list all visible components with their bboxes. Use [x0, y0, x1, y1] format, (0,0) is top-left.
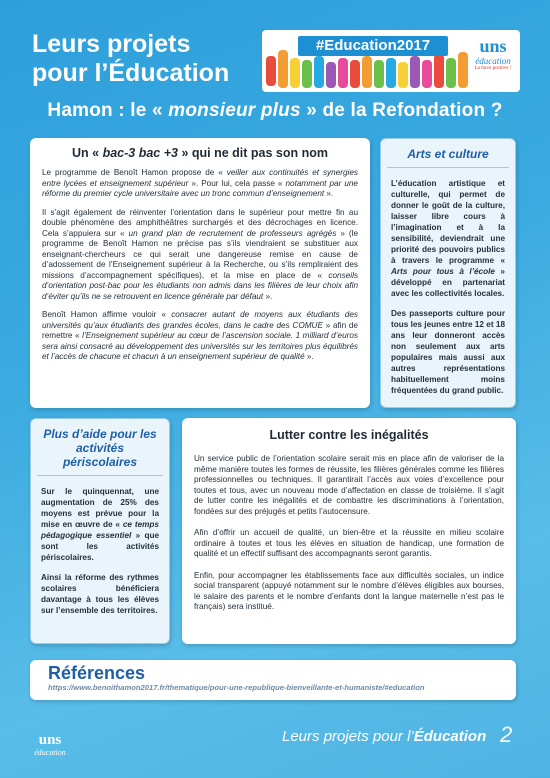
periscolaire-paragraph-1: Sur le quinquennat, une augmentation de 25% des moyens est prévue pour la mise en œuvre de « ce temps pédagogique essentiel » que sont les activités périscolaires. — [41, 487, 159, 562]
inequalities-title: Lutter contre les inégalités — [269, 428, 429, 442]
header-title-line2: pour l’Éducation — [32, 59, 230, 87]
inequalities-box — [182, 418, 516, 644]
footer-title: Leurs projets pour l’Éducation — [282, 728, 487, 745]
main-article-title: Un « bac-3 bac +3 » qui ne dit pas son nom — [72, 146, 328, 160]
divider — [387, 167, 509, 168]
inequalities-paragraph-1: Un service public de l’orientation scolaire serait mis en place afin de valoriser de la même manière toutes les formes de réussite, les filières générales comme les filières professionnelles ou techniques. Il garantirait l’accès aux voies d’excellence pour toutes et tous, avec un nouveau mode d’affectation en classe de troisième. Il s’agit de lutter contre les inégalités et de combattre les discriminations à l’orientation, fondées sur des préjugés et petits l’autocensure. — [194, 454, 504, 516]
hashtag-badge: #Education2017 — [298, 36, 448, 56]
references-link[interactable]: https://www.benoithamon2017.fr/thematique/pour-une-republique-bienveillante-et-humaniste/#education — [48, 683, 425, 692]
arts-paragraph-1: L’éducation artistique et culturelle, qui permet de donner le goût de la culture, laisser libre cours à l’imagination et à la sensibilité, deviendrait une priorité des pouvoirs publics à travers le programme « Arts pour tous à l’école » développé en partenariat avec les collectivités locales. — [391, 179, 505, 298]
header-title-line1: Leurs projets — [32, 30, 191, 58]
page-subtitle: Hamon : le « monsieur plus » de la Refondation ? — [47, 100, 503, 121]
main-paragraph-2: Il s’agit également de réinventer l’orientation dans le supérieur pour mettre fin au double phénomène des amphithéâtres surchargés et des décrochages en licence. Cela s’appuiera sur « un grand plan de recrutement de professeurs agrégés » (le programme de Benoît Hamon ne précise pas s’ils viendraient se substituer aux enseignant-chercheurs ce qui serait une dangereuse remise en cause de d’adossement de l’Enseignement supérieur à la Recherche, ou s’ils rempliraient des missions d’accompagnement spécifiques), et la mise en place de « conseils d’orientation post-bac pour les étudiants non admis dans les filières de leur choix afin d’éviter qu’ils ne se retrouvent en licence générale par défaut ». — [42, 207, 358, 301]
unsa-logo — [470, 36, 516, 88]
periscolaire-paragraph-2: Ainsi la réforme des rythmes scolaires bénéficiera davantage à tous les élèves sur l’ensemble des territoires. — [41, 573, 159, 615]
arts-culture-box — [380, 138, 516, 408]
periscolaire-box — [30, 418, 170, 644]
logo-letters: uns — [479, 36, 507, 56]
main-article-box — [30, 138, 370, 408]
inequalities-paragraph-3: Enfin, pour accompagner les établissements face aux difficultés sociales, un indice social transparent (appuyé notamment sur le nombre d’élèves éligibles aux bourses, le salaire des parents et le nombre d’enfants dont la langue maternelle n’est pas le français) sera institué. — [194, 570, 504, 611]
main-paragraph-3: Benoît Hamon affirme vouloir « consacrer autant de moyens aux étudiants des universités qu’aux étudiants des grandes écoles, dans le cadre des COMUE » afin de remettre « l’Enseignement supérieur au cœur de l’ascension sociale. 1 milliard d’euros sera ainsi consacré au développement des universités sur les territoires plus équilibrés et l’accès de chacune et chacun à un enseignement supérieur de qualité ». — [42, 310, 358, 361]
references-box — [30, 660, 516, 700]
main-paragraph-1: Le programme de Benoît Hamon propose de « veiller aux continuités et synergies entre lycées et enseignement supérieur ». Pour lui, cela passe « notamment par une réforme du premier cycle universitaire avec un tronc commun d’enseignement ». — [42, 168, 358, 198]
header-title — [32, 30, 229, 88]
arts-paragraph-2: Des passeports culture pour tous les jeunes entre 12 et 18 ans leur donneront accès non seulement aux arts populaires mais aussi aux autres représentations habituellement moins fréquentées du grand public. — [391, 309, 505, 395]
footer-logo: uns éducation — [34, 732, 66, 757]
references-title: Références — [48, 663, 146, 683]
subtitle-emphasis: monsieur plus — [168, 100, 301, 121]
page-number: 2 — [500, 722, 513, 747]
logo-tagline: La force positive ! — [474, 66, 512, 71]
banner — [262, 30, 520, 92]
inequalities-paragraph-2: Afin d’offrir un accueil de qualité, un bien-être et la réussite en milieu scolaire ordinaire à toutes et tous les élèves en situation de handicap, une formation de qualité et un effectif suffisant des accompagnants seront garantis. — [194, 528, 504, 558]
arts-culture-title: Arts et culture — [407, 147, 489, 161]
logo-sub: éducation — [475, 56, 511, 66]
periscolaire-title: Plus d’aide pour les activités périscolaires — [43, 427, 157, 469]
divider — [37, 475, 163, 476]
